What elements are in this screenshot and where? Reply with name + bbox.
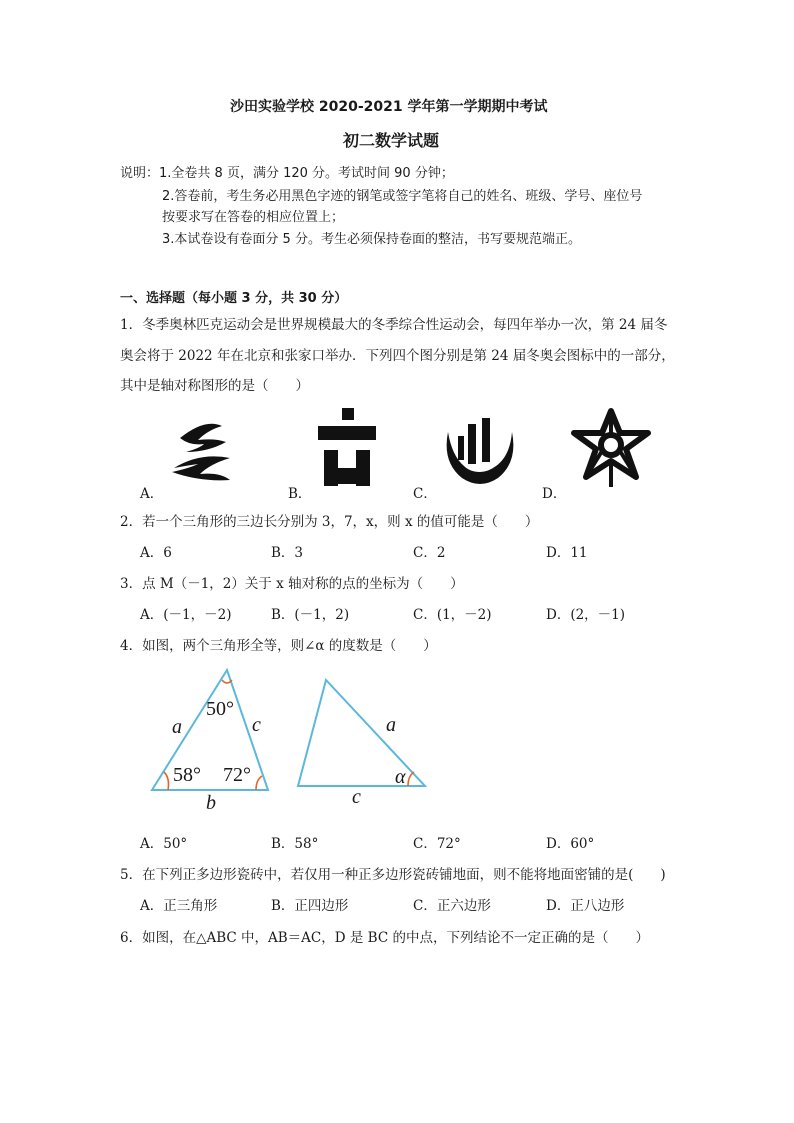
q4-option-b: B．58°: [271, 836, 319, 852]
q3-stem: 3．点 M（－1，2）关于 x 轴对称的点的坐标为（ ）: [120, 576, 464, 592]
label-side-a-2: a: [386, 714, 396, 736]
q1-label-a: A．: [140, 486, 164, 502]
q1-line-2: 奥会将于 2022 年在北京和张家口举办．下列四个图分别是第 24 届冬奥会图标中的一部分，: [120, 348, 675, 364]
pictogram-a-image: [160, 408, 240, 488]
label-side-c-1: c: [252, 714, 261, 736]
q4-option-c: C．72°: [413, 836, 461, 852]
q5-option-b: B．正四边形: [271, 898, 349, 914]
exam-subtitle: 初二数学试题: [343, 131, 440, 150]
exam-title: 沙田实验学校 2020-2021 学年第一学期期中考试: [230, 99, 548, 115]
label-side-b-1: b: [206, 792, 216, 814]
instruction-line-1: 说明：1.全卷共 8 页，满分 120 分。考试时间 90 分钟；: [120, 166, 454, 181]
q4-stem: 4．如图，两个三角形全等，则∠α 的度数是（ ）: [120, 638, 437, 654]
q1-label-b: B．: [288, 486, 312, 502]
q4-triangles-figure: [140, 660, 440, 816]
angle-mark-left: [164, 772, 169, 790]
pictogram-d-image: [566, 405, 656, 491]
q3-option-a: A．(－1，－2): [140, 607, 232, 623]
instruction-line-4: 3.本试卷设有卷面分 5 分。考生必须保持卷面的整洁，书写要规范端正。: [162, 232, 581, 247]
pictogram-b-image: [312, 408, 382, 488]
instruction-line-3: 按要求写在答卷的相应位置上；: [162, 210, 345, 225]
q3-option-d: D．(2，－1): [546, 607, 626, 623]
label-alpha: α: [395, 766, 406, 788]
label-72-deg: 72°: [223, 764, 251, 786]
instruction-line-2: 2.答卷前，考生务必用黑色字迹的钢笔或签字笔将自己的姓名、班级、学号、座位号: [162, 189, 643, 204]
q2-stem: 2．若一个三角形的三边长分别为 3，7，x，则 x 的值可能是（ ）: [120, 514, 539, 530]
q6-stem: 6．如图，在△ABC 中，AB＝AC，D 是 BC 的中点，下列结论不一定正确的是（ ）: [120, 930, 649, 946]
q2-option-d: D．11: [546, 545, 588, 561]
label-side-c-2: c: [352, 786, 361, 808]
q4-option-a: A．50°: [140, 836, 188, 852]
q5-option-c: C．正六边形: [413, 898, 491, 914]
q1-label-c: C．: [413, 486, 437, 502]
q3-option-b: B．(－1，2): [271, 607, 350, 623]
q2-option-a: A．6: [140, 545, 172, 561]
section-heading: 一、选择题（每小题 3 分，共 30 分）: [120, 291, 348, 306]
label-50-deg: 50°: [206, 698, 234, 720]
q2-option-b: B．3: [271, 545, 304, 561]
q1-line-1: 1．冬季奥林匹克运动会是世界规模最大的冬季综合性运动会，每四年举办一次，第 24 届冬: [120, 317, 668, 333]
q5-option-d: D．正八边形: [546, 898, 625, 914]
pictogram-c-image: [440, 412, 520, 490]
label-side-a-1: a: [172, 716, 182, 738]
q1-line-3: 其中是轴对称图形的是（ ）: [120, 378, 309, 394]
q2-option-c: C．2: [413, 545, 446, 561]
label-58-deg: 58°: [173, 764, 201, 786]
q5-option-a: A．正三角形: [140, 898, 218, 914]
q4-option-d: D．60°: [546, 836, 595, 852]
q3-option-c: C．(1，－2): [413, 607, 492, 623]
q5-stem: 5．在下列正多边形瓷砖中，若仅用一种正多边形瓷砖铺地面，则不能将地面密铺的是( ): [120, 867, 666, 883]
angle-mark-right: [256, 776, 262, 790]
q1-label-d: D．: [542, 486, 567, 502]
